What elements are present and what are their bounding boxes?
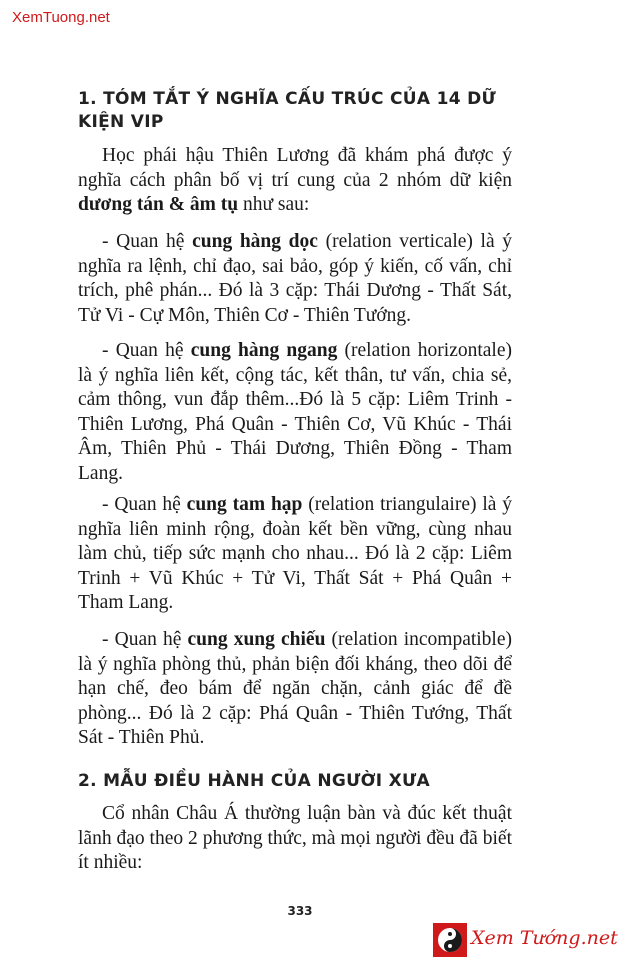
bold-term: dương tán & âm tụ <box>78 194 239 215</box>
section-2-intro: Cổ nhân Châu Á thường luận bàn và đúc kết thuật lãnh đạo theo 2 phương thức, mà mọi người đều đã biết ít nhiều: <box>78 803 512 873</box>
bold-term: cung hàng ngang <box>190 340 338 361</box>
list-item: - Quan hệ cung hàng ngang (relation horizontale) là ý nghĩa liên kết, cộng tác, kết thân, tư vấn, chia sẻ, cảm thông, vun đắp thêm...Đó là 5 cặp: Liêm Trinh - Thiên Lương, Phá Quân - Thiên Cơ, Vũ Khúc - Thái Âm, Thiên Phủ - Thái Dương, Thiên Đồng - Tham Lang. <box>78 340 512 484</box>
bold-term: cung xung chiếu <box>187 629 326 650</box>
list-item: - Quan hệ cung xung chiếu (relation incompatible) là ý nghĩa phòng thủ, phản biện đối kháng, theo dõi để hạn chế, đeo bám để ngăn chặn, cảnh giác để đề phòng... Đó là 2 cặp: Phá Quân - Thiên Tướng, Thất Sát - Thiên Phủ. <box>78 629 512 748</box>
yin-yang-icon <box>433 923 467 957</box>
section-1-heading: 1. TÓM TẮT Ý NGHĨA CẤU TRÚC CỦA 14 DỮ KIỆN VIP <box>78 89 496 132</box>
bold-term: cung tam hạp <box>186 494 303 515</box>
watermark-logo <box>433 921 618 959</box>
watermark-site-name: XemTuong.net <box>12 9 110 26</box>
bold-term: cung hàng dọc <box>192 231 318 252</box>
page-number: 333 <box>287 904 313 918</box>
section-2-heading: 2. MẪU ĐIỀU HÀNH CỦA NGƯỜI XƯA <box>78 771 430 791</box>
logo-text: Xem Tướng.net <box>471 927 618 949</box>
list-item: - Quan hệ cung hàng dọc (relation verticale) là ý nghĩa ra lệnh, chỉ đạo, sai bảo, góp ý kiến, cố vấn, chỉ trích, phê phán... Đó là 3 cặp: Thái Dương - Thất Sát, Tử Vi - Cự Môn, Thiên Cơ - Thiên Tướng. <box>78 231 513 326</box>
list-item: - Quan hệ cung tam hạp (relation triangulaire) là ý nghĩa liên minh rộng, đoàn kết bền vững, cùng nhau làm chủ, tiếp sức mạnh cho nhau... Đó là 2 cặp: Liêm Trinh + Vũ Khúc + Tử Vi, Thất Sát + Phá Quân + Tham Lang. <box>78 494 512 613</box>
section-1-intro: Học phái hậu Thiên Lương đã khám phá được ý nghĩa cách phân bố vị trí cung của 2 nhóm dữ kiện dương tán & âm tụ như sau: <box>78 145 512 215</box>
